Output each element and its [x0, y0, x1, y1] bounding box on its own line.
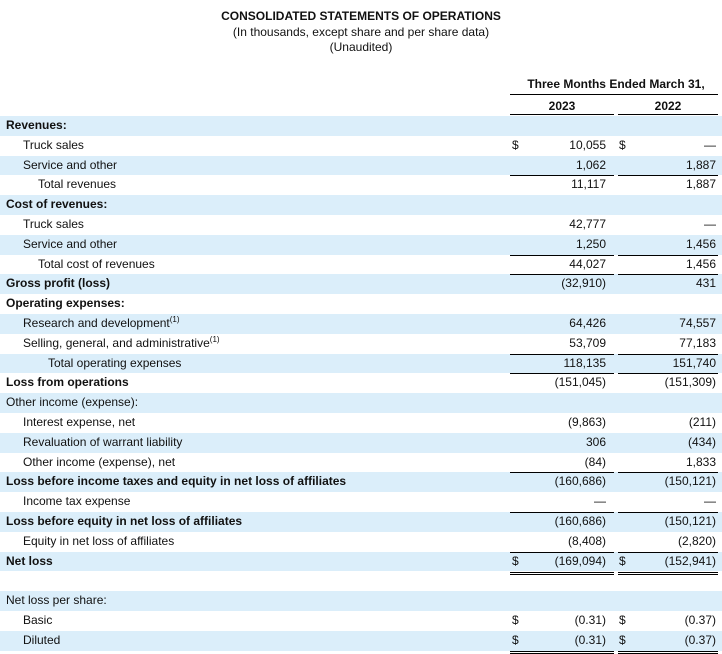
value-2022: 151,740	[672, 355, 716, 370]
table-row	[0, 373, 722, 393]
row-label-text: Loss from operations	[6, 375, 129, 390]
table-row	[0, 195, 722, 215]
value-2022: —	[704, 216, 716, 231]
row-label-text: Gross profit (loss)	[6, 276, 111, 291]
row-label	[48, 354, 181, 374]
period-rule	[510, 94, 718, 95]
value-2022: —	[704, 494, 716, 509]
value-2022: 431	[695, 276, 716, 291]
row-label-text: Cost of revenues:	[6, 197, 108, 212]
value-2022: (434)	[687, 434, 716, 449]
currency-2023: $	[512, 612, 519, 627]
column-2023-header: 2023	[548, 99, 576, 113]
table-row	[0, 354, 722, 374]
table-row	[0, 512, 722, 532]
row-label	[23, 413, 135, 433]
value-2023: (9,863)	[567, 414, 606, 429]
row-label	[23, 453, 175, 473]
value-2022: —	[704, 137, 716, 152]
table-row	[0, 255, 722, 275]
currency-2023: $	[512, 632, 519, 647]
value-2023: 11,117	[571, 177, 606, 192]
row-label-text: Basic	[23, 612, 53, 627]
value-2023: (32,910)	[561, 276, 606, 291]
column-2022-rule	[618, 114, 718, 115]
row-label	[6, 393, 138, 413]
row-label	[6, 195, 107, 215]
table-row	[0, 393, 722, 413]
value-2023: 1,062	[575, 157, 606, 172]
column-2022-header: 2022	[654, 99, 682, 113]
table-row	[0, 156, 722, 176]
row-label	[23, 136, 84, 156]
row-label-text: Total operating expenses	[48, 355, 182, 370]
row-label	[23, 334, 220, 354]
statement-title: CONSOLIDATED STATEMENTS OF OPERATIONS	[221, 9, 501, 23]
value-2022: (151,309)	[664, 375, 716, 390]
table-row	[0, 116, 722, 136]
row-label-text: Revenues:	[6, 118, 67, 132]
value-2023: 42,777	[569, 216, 606, 231]
value-2023: 118,135	[563, 355, 606, 370]
value-2022: 74,557	[679, 315, 716, 330]
table-row	[0, 453, 722, 473]
table-row	[0, 314, 722, 334]
value-2023: —	[594, 494, 606, 509]
row-label	[38, 175, 116, 195]
row-label	[6, 591, 107, 611]
currency-2023: $	[512, 553, 519, 568]
value-2023: (169,094)	[554, 553, 606, 568]
value-2022: 77,183	[679, 335, 716, 350]
table-row	[0, 274, 722, 294]
row-label	[6, 552, 53, 572]
value-2022: 1,456	[685, 236, 716, 251]
table-row	[0, 492, 722, 512]
table-row	[0, 532, 722, 552]
table-row	[0, 334, 722, 354]
row-label	[6, 512, 242, 532]
value-2022: 1,887	[685, 177, 716, 192]
row-label-text: Truck sales	[23, 216, 84, 231]
currency-2022: $	[619, 632, 626, 647]
table-row	[0, 215, 722, 235]
row-label-text: Net loss	[6, 553, 53, 568]
row-label-text: Other income (expense):	[6, 395, 139, 410]
statement-subtitle: (In thousands, except share and per share data)	[232, 25, 490, 39]
row-label-text: Research and development	[23, 315, 170, 330]
table-row	[0, 472, 722, 492]
value-2023: 64,426	[569, 315, 606, 330]
table-row	[0, 433, 722, 453]
column-2023-rule	[510, 114, 614, 115]
table-row	[0, 631, 722, 651]
value-2022: (2,820)	[677, 533, 716, 548]
footnote-marker: (1)	[169, 314, 180, 324]
row-label	[23, 235, 117, 255]
value-2022: (0.37)	[684, 632, 716, 647]
table-row	[0, 591, 722, 611]
value-2022: 1,833	[685, 454, 716, 469]
row-label-text: Truck sales	[23, 137, 84, 152]
statement-table	[0, 116, 722, 651]
row-label	[23, 611, 52, 631]
row-label-text: Service and other	[23, 236, 118, 251]
value-2023: (160,686)	[554, 474, 606, 489]
value-2022: 1,887	[685, 157, 716, 172]
row-label-text: Total cost of revenues	[38, 256, 155, 271]
value-2023: (160,686)	[554, 513, 606, 528]
row-label-text: Loss before equity in net loss of affiliates	[6, 513, 243, 528]
row-label	[23, 492, 130, 512]
row-label	[23, 532, 174, 552]
value-2023: 1,250	[575, 236, 606, 251]
table-row	[0, 571, 722, 591]
currency-2022: $	[619, 137, 626, 152]
row-label-text: Income tax expense	[23, 494, 131, 509]
value-2023: (0.31)	[574, 612, 606, 627]
value-2023: (0.31)	[574, 632, 606, 647]
footnote-marker: (1)	[209, 334, 220, 344]
table-row	[0, 136, 722, 156]
row-label	[6, 274, 110, 294]
period-header: Three Months Ended March 31,	[527, 77, 705, 91]
row-label-text: Diluted	[23, 632, 61, 647]
currency-2023: $	[512, 137, 519, 152]
value-2023: 306	[585, 434, 606, 449]
row-label-text: Selling, general, and administrative	[23, 335, 210, 350]
table-row	[0, 294, 722, 314]
value-2023: 53,709	[569, 335, 606, 350]
value-2022: (150,121)	[664, 474, 716, 489]
value-2023: 44,027	[569, 256, 606, 271]
row-label	[23, 215, 84, 235]
row-label-text: Net loss per share:	[6, 593, 107, 608]
value-2023: 10,055	[569, 137, 606, 152]
row-label	[23, 631, 60, 651]
row-label-text: Service and other	[23, 157, 118, 172]
value-2022: (0.37)	[684, 612, 716, 627]
value-2022: (152,941)	[664, 553, 716, 568]
row-label	[6, 294, 125, 314]
value-2023: (8,408)	[567, 533, 606, 548]
table-row	[0, 413, 722, 433]
row-label-text: Interest expense, net	[23, 414, 136, 429]
row-label	[23, 433, 182, 453]
value-2023: (84)	[584, 454, 606, 469]
value-2022: (211)	[688, 414, 716, 429]
table-row	[0, 611, 722, 631]
table-row	[0, 235, 722, 255]
row-label	[6, 116, 67, 136]
currency-2022: $	[619, 553, 626, 568]
table-row	[0, 175, 722, 195]
row-label	[23, 156, 117, 176]
value-2022: (150,121)	[664, 513, 716, 528]
row-label	[38, 255, 155, 275]
row-label	[6, 472, 346, 492]
currency-2022: $	[619, 612, 626, 627]
row-label-text: Revaluation of warrant liability	[23, 434, 183, 449]
row-label-text: Total revenues	[38, 177, 117, 192]
row-label	[23, 314, 180, 334]
value-2023: (151,045)	[554, 375, 606, 390]
row-label-text: Equity in net loss of affiliates	[23, 533, 175, 548]
table-row	[0, 552, 722, 572]
statement-status: (Unaudited)	[329, 40, 393, 54]
row-label-text: Loss before income taxes and equity in net loss of affiliates	[6, 474, 347, 489]
row-label-text: Operating expenses:	[6, 296, 125, 311]
row-label-text: Other income (expense), net	[23, 454, 176, 469]
value-2022: 1,456	[685, 256, 716, 271]
row-label	[6, 373, 129, 393]
